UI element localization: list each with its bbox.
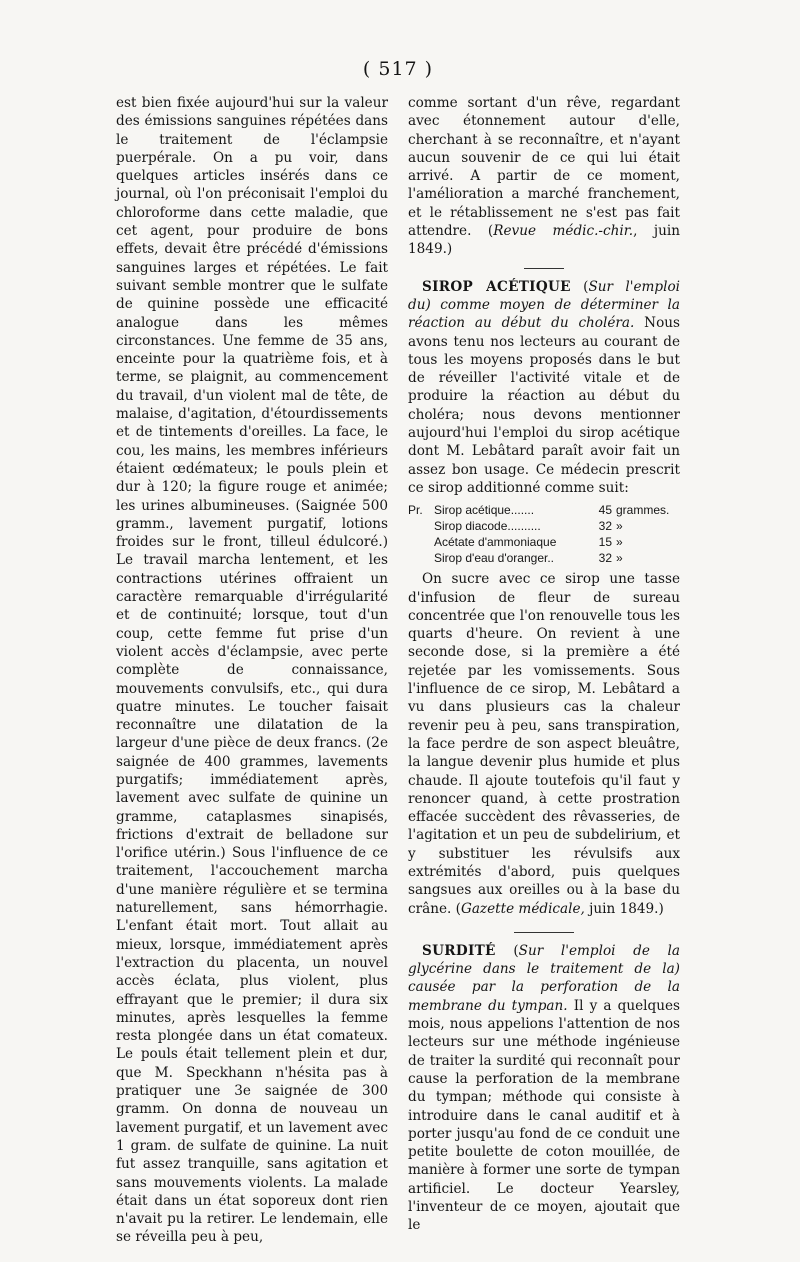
left-column [116,94,388,1247]
formula-row [408,518,680,534]
eclampsie-source: Revue médic.-chir. [493,223,634,240]
formula-item: Sirop acétique....... [434,503,535,518]
formula-unit: » [616,535,623,550]
sirop-acetique-article [408,278,680,498]
formula-item: Acétate d'ammoniaque [434,535,557,550]
formula-row [408,534,680,550]
formula-unit: » [616,551,623,566]
sirop-open-paren: ( [570,278,589,295]
surdite-article [408,942,680,1235]
sirop-subtitle: Sur l'emploi du) comme moyen de déterminer la réaction au début du choléra. [408,278,680,332]
sirop-acetique-continuation [408,570,680,918]
section-divider [524,268,564,269]
formula-unit: » [616,519,623,534]
formula-qty: 45 [598,503,612,518]
formula-qty: 32 [598,551,612,566]
formula-unit: grammes. [616,503,670,518]
eclampsie-end-text: comme sortant d'un rêve, regardant avec étonnement autour d'elle, cherchant à se reconnaître, et n'ayant aucun souvenir de ce qui lui était arrivé. A partir de ce moment, l'amélioration a marché franchement, et le rétablissement ne s'est pas fait attendre. ( [408,95,680,240]
page-number: ( 517 ) [362,58,434,80]
text-columns [116,94,680,1247]
eclampsie-article-continuation: est bien fixée aujourd'hui sur la valeur des émissions sanguines répétées dans le traitement de l'éclampsie puerpérale. On a pu voir, dans quelques articles insérés dans ce journal, où l'on préconisait l'emploi du chloroforme dans cette maladie, que cet agent, pour produire de bons effets, devait être précédé d'émissions sanguines larges et répétées. Le fait suivant semble montrer que le sulfate de quinine possède une efficacité analogue dans les mêmes circonstances. Une femme de 35 ans, enceinte pour la quatrième fois, et à terme, se plaignit, au commencement du travail, d'un violent mal de tête, de malaise, d'agitation, d'étourdissements et de tintements d'oreilles. La face, le cou, les mains, les membres inférieurs étaient œdémateux; le pouls plein et dur à 120; la figure rouge et animée; les urines albumineuses. (Saignée 500 gramm., lavement purgatif, lotions froides sur le front, tilleul édulcoré.) Le travail marcha lentement, et les contractions utérines offraient un caractère remarquable d'irrégularité et de continuité; lorsque, tout d'un coup, cette femme fut prise d'un violent accès d'éclampsie, avec perte complète de connaissance, mouvements convulsifs, etc., qui dura quatre minutes. Le toucher faisait reconnaître une dilatation de la largeur d'une pièce de deux francs. (2e saignée de 400 grammes, lavements purgatifs; immédiatement après, lavement avec sulfate de quinine un gramme, cataplasmes sinapisés, frictions d'extrait de belladone sur l'orifice utérin.) Sous l'influence de ce traitement, l'accouchement marcha d'une manière régulière et se termina naturellement, sans hémorrhagie. L'enfant était mort. Tout allait au mieux, lorsque, immédiatement après l'extraction du placenta, un nouvel accès éclata, plus violent, plus effrayant que le premier; il dura six minutes, après lesquelles la femme resta plongée dans un état comateux. Le pouls était tellement plein et dur, que M. Speckhann n'hésita pas à pratiquer une 3e saignée de 300 gramm. On donna de nouveau un lavement purgatif, et un lavement avec 1 gram. de sulfate de quinine. La nuit fut assez tranquille, sans agitation et sans mouvements violents. La malade était dans un état soporeux dont rien n'avait pu la retirer. Le lendemain, elle se réveilla peu à peu, [116,95,388,1246]
sirop-text: Nous avons tenu nos lecteurs au courant de tous les moyens proposés dans le but de réveiller l'activité vitale et de produire la réaction au début du choléra; nous devons mentionner aujourd'hui l'emploi du sirop acétique dont M. Lebâtard paraît avoir fait un assez bon usage. Ce médecin prescrit ce sirop additionné comme suit: [408,315,680,496]
surdite-heading: SURDITÉ [422,942,496,959]
right-column [408,94,680,1247]
formula-qty: 32 [598,519,612,534]
formula-pr [408,518,434,534]
surdite-open-paren: ( [495,942,519,959]
prescription-formula [408,502,680,566]
sirop-heading: SIROP ACÉTIQUE [422,278,571,295]
sirop-date: juin 1849.) [584,900,664,917]
sirop-after-text: On sucre avec ce sirop une tasse d'infusion de fleur de sureau concentrée que l'on renouvelle tous les quarts d'heure. On revient à une seconde dose, si la première a été rejetée par les vomissements. Sous l'influence de ce sirop, M. Lebâtard a vu dans plusieurs cas la chaleur revenir peu à peu, sans transpiration, la face perdre de son aspect bleuâtre, la langue devenir plus humide et plus chaude. Il ajoute toutefois qu'il faut y renoncer quand, à cette prostration effacée succèdent des rêvasseries, de l'agitation et un peu de subdelirium, et y substituer les révulsifs aux extrémités d'abord, puis quelques sangsues aux oreilles ou à la base du crâne. ( [408,571,680,917]
surdite-subtitle: Sur l'emploi de la glycérine dans le traitement de la) causée par la perforation de la membrane du tympan. [408,942,680,1014]
formula-row [408,502,680,518]
formula-pr [408,550,434,566]
sirop-source: Gazette médicale, [460,900,585,917]
section-divider [514,932,574,933]
eclampsie-article-end [408,94,680,259]
eclampsie-date: , juin 1849.) [408,223,680,258]
formula-row [408,550,680,566]
formula-pr [408,534,434,550]
formula-pr: Pr. [408,503,423,518]
surdite-text: Il y a quelques mois, nous appelions l'attention de nos lecteurs sur une méthode ingénieuse de traiter la surdité qui reconnaît pour cause la perforation de la membrane du tympan; méthode qui consiste à introduire dans le canal auditif et à porter jusqu'au fond de ce conduit une petite boulette de coton mouillée, de manière à former une sorte de tympan artificiel. Le docteur Yearsley, l'inventeur de ce moyen, ajoutait que le [408,997,680,1234]
formula-qty: 15 [598,535,612,550]
formula-item: Sirop diacode.......... [434,519,541,534]
formula-item: Sirop d'eau d'oranger.. [434,551,554,566]
